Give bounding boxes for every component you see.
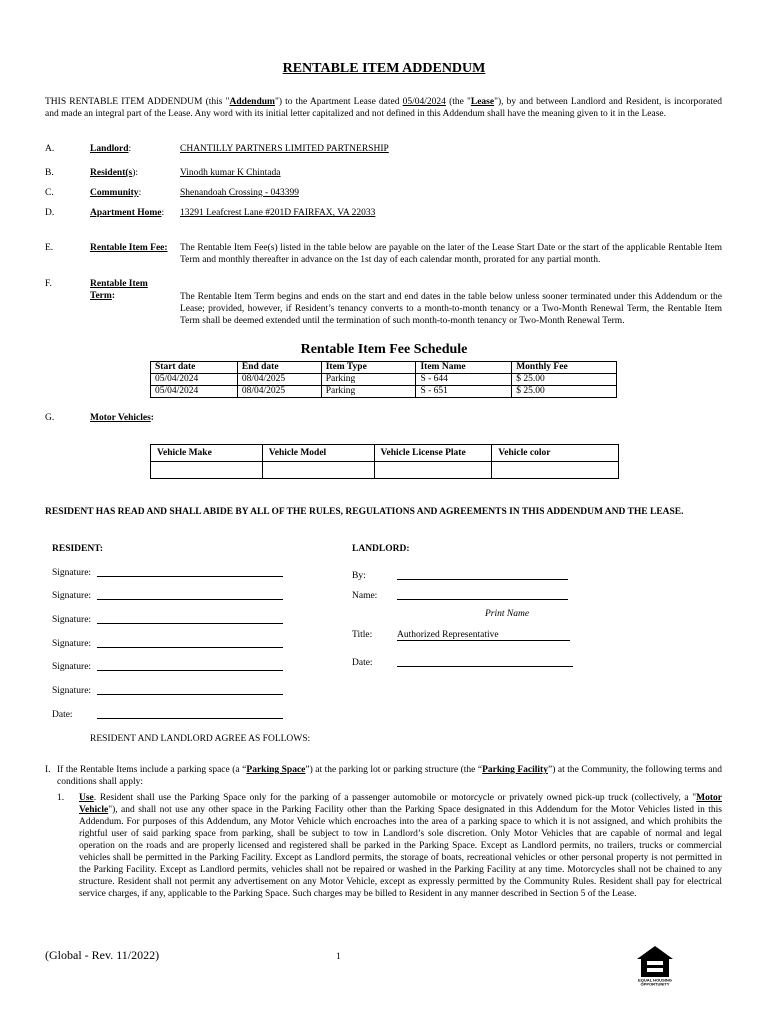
resident-signature-line[interactable]: [52, 614, 91, 626]
rentable-item-fee-label: Rentable Item Fee:: [90, 243, 168, 253]
intro-text: ") to the Apartment Lease dated: [274, 97, 403, 107]
label-suffix: :: [111, 291, 115, 301]
agreement-statement: RESIDENT HAS READ AND SHALL ABIDE BY ALL OF THE RULES, REGULATIONS AND AGREEMENTS IN THIS ADDENDUM AND THE LEASE.: [45, 507, 684, 517]
table-cell: $ 25.00: [512, 374, 617, 386]
body-text: If the Rentable Items include a parking space (a “: [57, 765, 247, 775]
table-cell: Parking: [321, 386, 416, 398]
body-text: ”) at the parking lot or parking structure (the “: [305, 765, 483, 775]
rentable-item-term-text: The Rentable Item Term begins and ends on the start and end dates in the table below unless sooner terminated under this Addendum or the Lease; provided, however, if Resident’s tenancy converts to a month-to-month tenancy or a Two-Month Renewal Term, the Rentable Item Term shall be deemed extended until the termination of such month-to-month tenancy or Two-Month Renewal Term.: [180, 292, 722, 326]
title-field[interactable]: [397, 629, 570, 641]
resident-signature-line[interactable]: [52, 638, 91, 650]
motor-vehicle-term: Motor Vehicle: [79, 793, 722, 815]
motor-vehicles-label: [90, 412, 154, 424]
by-line[interactable]: [397, 569, 568, 580]
equal-housing-icon: [634, 944, 676, 986]
label-suffix: :: [161, 208, 165, 218]
table-cell: 05/04/2024: [151, 386, 238, 398]
lease-term: Lease: [470, 97, 495, 107]
label-suffix: :: [138, 188, 142, 198]
label-text: Motor Vehicles: [90, 413, 151, 423]
label-text: Resident(s: [90, 168, 133, 178]
resident-signature-line[interactable]: [52, 661, 91, 673]
item-letter: B.: [45, 168, 54, 178]
signature-line[interactable]: [97, 637, 283, 648]
vehicle-make-cell[interactable]: [151, 462, 263, 479]
date-line[interactable]: [97, 708, 283, 719]
signature-label: Signature:: [52, 686, 92, 696]
label-suffix: :: [128, 144, 132, 154]
table-cell: $ 25.00: [512, 386, 617, 398]
equal-housing-logo: [634, 944, 676, 986]
section-1-text: [79, 792, 722, 900]
column-header: Vehicle Model: [262, 445, 374, 462]
landlord-value: CHANTILLY PARTNERS LIMITED PARTNERSHIP: [180, 144, 389, 154]
label-text: Apartment Home: [90, 208, 162, 218]
intro-text: THIS RENTABLE ITEM ADDENDUM (this ": [45, 97, 230, 107]
community-value: Shenandoah Crossing - 043399: [180, 188, 300, 198]
title-value: Authorized Representative: [397, 630, 499, 640]
resident-signature-line[interactable]: [52, 685, 91, 697]
resident-heading: RESIDENT:: [52, 544, 104, 554]
intro-paragraph: [45, 96, 722, 120]
parking-space-term: Parking Space: [246, 765, 306, 775]
label-text: Term: [90, 291, 112, 301]
fee-schedule-table: [150, 361, 617, 398]
body-text: ”) at the Community, the following terms and conditions shall apply:: [57, 765, 722, 787]
column-header: Vehicle color: [492, 445, 619, 462]
table-cell: S - 644: [416, 374, 512, 386]
signature-line[interactable]: [97, 613, 283, 624]
title-label: Title:: [352, 630, 373, 640]
label-text: Community: [90, 188, 139, 198]
column-header: End date: [237, 362, 321, 374]
section-i-text: [57, 764, 722, 788]
item-letter: E.: [45, 243, 54, 253]
column-header: Start date: [151, 362, 238, 374]
landlord-date-label: Date:: [352, 658, 373, 668]
resident-label: [90, 167, 138, 179]
vehicle-plate-cell[interactable]: [374, 462, 492, 479]
landlord-heading: LANDLORD:: [352, 544, 410, 554]
resident-signature-line[interactable]: [52, 590, 91, 602]
item-letter: G.: [45, 413, 55, 423]
column-header: Vehicle Make: [151, 445, 263, 462]
table-row: [151, 386, 617, 398]
signature-line[interactable]: [97, 589, 283, 600]
by-label: By:: [352, 571, 366, 581]
logo-text: EQUAL HOUSING: [638, 977, 672, 983]
label-suffix: :: [150, 413, 154, 423]
community-label: [90, 187, 141, 199]
signature-line[interactable]: [97, 660, 283, 671]
signature-line[interactable]: [97, 684, 283, 695]
intro-text: "), by and between Landlord and Resident, is incorporated and made an integral part of the Lease. Any word with its initial letter capitalized and not defined in this Addendum shall have the meaning given to it in the Lease.: [45, 97, 722, 119]
rentable-item-term-label: [90, 278, 148, 302]
item-letter: D.: [45, 208, 55, 218]
apartment-home-label: [90, 207, 164, 219]
label-text: Rentable Item: [90, 279, 148, 289]
use-term: Use: [79, 793, 94, 803]
table-cell: 08/04/2025: [237, 374, 321, 386]
revision-label: (Global - Rev. 11/2022): [45, 948, 160, 962]
table-row: [151, 462, 619, 479]
section-number: I.: [45, 765, 51, 775]
parking-facility-term: Parking Facility: [482, 765, 548, 775]
resident-date-label: Date:: [52, 710, 73, 720]
name-label: Name:: [352, 591, 378, 601]
signature-label: Signature:: [52, 615, 92, 625]
item-letter: F.: [45, 279, 52, 289]
addendum-term: Addendum: [229, 97, 275, 107]
lease-date: 05/04/2024: [402, 97, 446, 107]
signature-line[interactable]: [97, 566, 283, 577]
agree-follows-heading: RESIDENT AND LANDLORD AGREE AS FOLLOWS:: [90, 734, 311, 744]
signature-label: Signature:: [52, 662, 92, 672]
fee-schedule-title: Rentable Item Fee Schedule: [300, 342, 468, 357]
signature-label: Signature:: [52, 639, 92, 649]
landlord-label: [90, 143, 131, 155]
page-number: 1: [336, 952, 341, 962]
date-line[interactable]: [397, 656, 573, 667]
item-letter: A.: [45, 144, 55, 154]
logo-text: OPPORTUNITY: [640, 981, 670, 986]
table-cell: Parking: [321, 374, 416, 386]
column-header: Item Name: [416, 362, 512, 374]
label-text: Landlord: [90, 144, 129, 154]
table-cell: 05/04/2024: [151, 374, 238, 386]
column-header: Item Type: [321, 362, 416, 374]
label-suffix: ):: [132, 168, 139, 178]
body-text: "), and shall not use any other space in the Parking Facility other than the Parking Space designated in this Addendum for the Motor Vehicles listed in this Addendum. For purposes of this Addendum, any Motor Vehicle which encroaches into the area of a parking space to which it is not assigned, and which prohibits the rightful user of said parking space from parking, shall be subject to tow in Landlord’s sole discretion. Only Motor Vehicles that are capable of normal and legal operation on the roads and are properly licensed and registered shall be parked in the Parking Space. Except as Landlord permits, no trailers, trucks or commercial vehicles shall be permitted in the Parking Facility. Except as Landlord permits, the storage of boats, recreational vehicles or other personal property is not permitted in the Parking Facility. Except as Landlord permits, vehicles shall not be repaired or washed in the Parking Facility at any time. Motorcycles shall not be chained to any structure. Resident shall not permit any advertisement on any Motor Vehicle, except as expressly permitted by the Community Rules. Resident shall pay for electrical service charges, if any, applicable to the Parking Space. Such charges may be billed to Resident in any manner described in Section 5 of the Lease.: [79, 805, 722, 899]
section-number: 1.: [57, 793, 65, 803]
rentable-item-fee-text: The Rentable Item Fee(s) listed in the table below are payable on the later of the Lease Start Date or the start of the applicable Rentable Item Term and monthly thereafter in advance on the 1st day of each calendar month, prorated for any partial month.: [180, 243, 722, 265]
print-name-caption: Print Name: [485, 609, 530, 619]
intro-text: (the ": [445, 97, 471, 107]
table-header-row: [151, 362, 617, 374]
column-header: Vehicle License Plate: [374, 445, 492, 462]
vehicle-model-cell[interactable]: [262, 462, 374, 479]
table-row: [151, 374, 617, 386]
table-cell: S - 651: [416, 386, 512, 398]
item-letter: C.: [45, 188, 54, 198]
name-line[interactable]: [397, 589, 568, 600]
signature-label: Signature:: [52, 591, 92, 601]
vehicle-color-cell[interactable]: [492, 462, 619, 479]
document-title: RENTABLE ITEM ADDENDUM: [282, 61, 486, 76]
vehicle-table: [150, 444, 619, 479]
table-header-row: [151, 445, 619, 462]
signature-label: Signature:: [52, 568, 92, 578]
apartment-home-value: 13291 Leafcrest Lane #201D FAIRFAX, VA 22033: [180, 208, 376, 218]
column-header: Monthly Fee: [512, 362, 617, 374]
table-cell: 08/04/2025: [237, 386, 321, 398]
resident-signature-line[interactable]: [52, 567, 91, 579]
body-text: . Resident shall use the Parking Space only for the parking of a passenger automobile or motorcycle or privately owned pick-up truck (collectively, a ": [93, 793, 697, 803]
resident-value: Vinodh kumar K Chintada: [180, 168, 281, 178]
